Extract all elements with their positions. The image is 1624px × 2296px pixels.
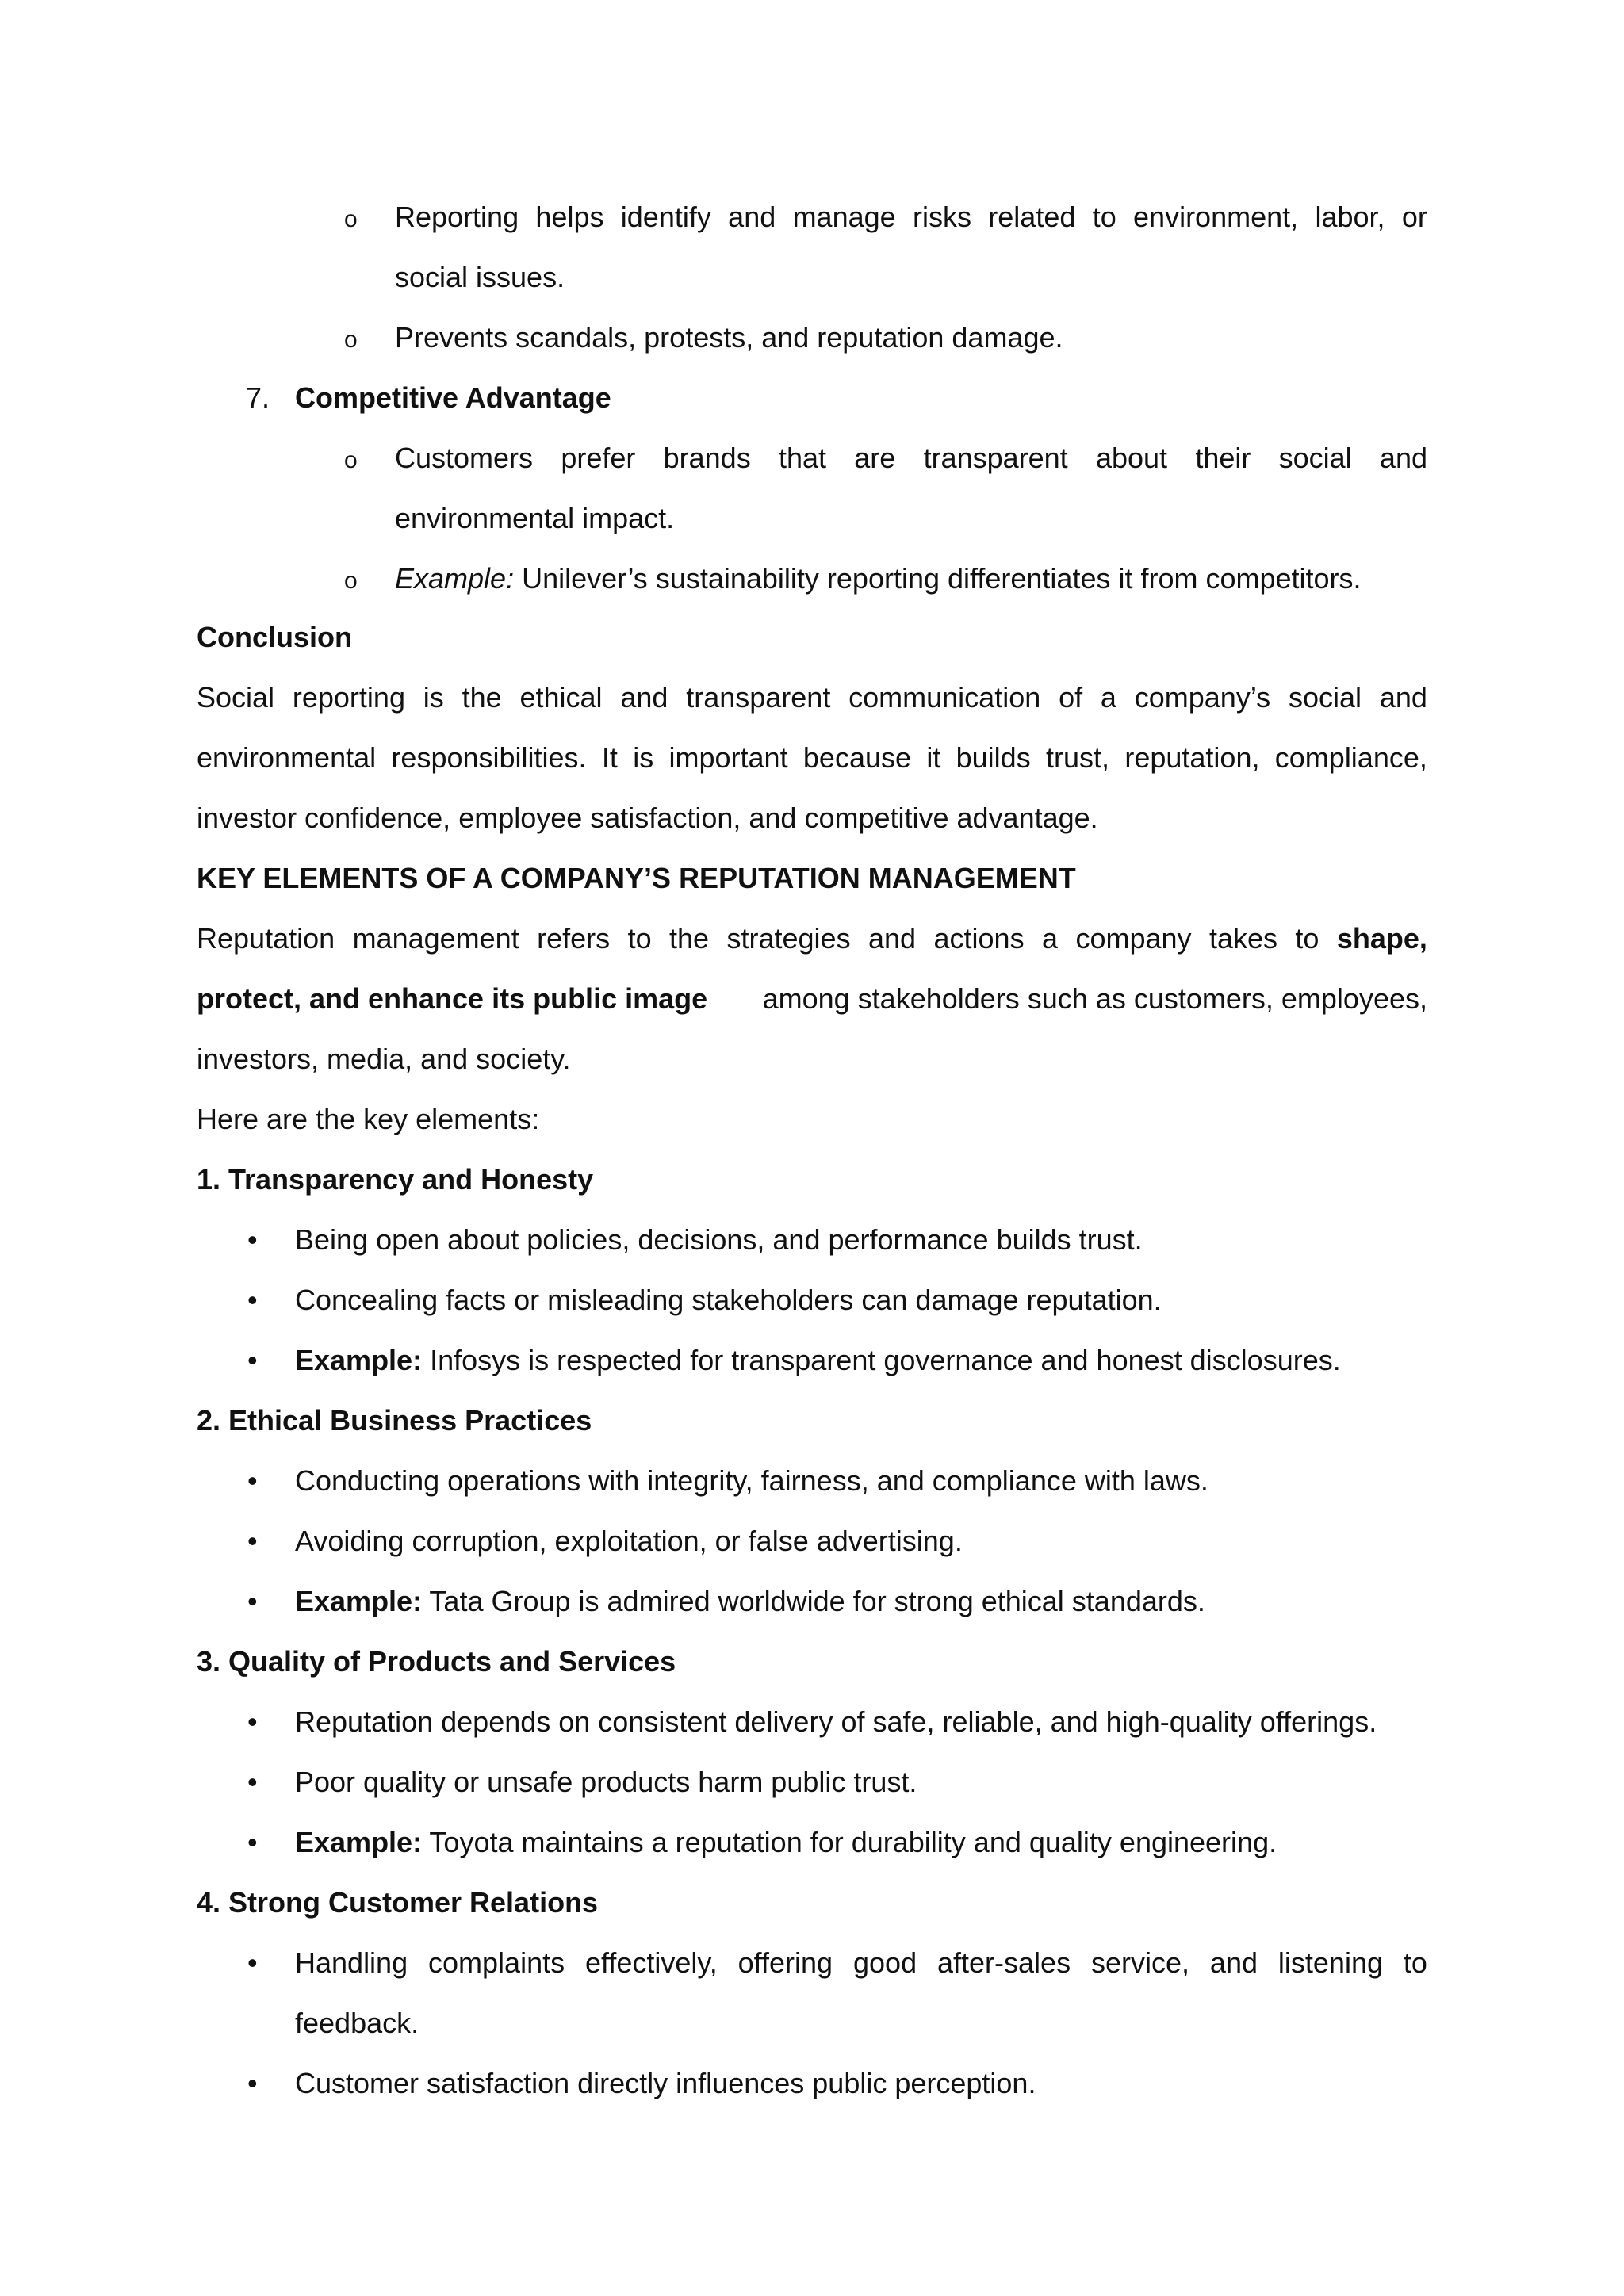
example-text: Unilever’s sustainability reporting differentiates it from competitors. bbox=[514, 562, 1362, 595]
word: brands bbox=[663, 442, 751, 474]
reputation-intro-line-3: investors, media, and society. bbox=[197, 1043, 571, 1075]
word: environment, bbox=[1133, 201, 1299, 233]
word: good bbox=[853, 1946, 917, 1979]
word: company bbox=[1075, 922, 1192, 955]
section-heading: KEY ELEMENTS OF A COMPANY’S REPUTATION MANAGEMENT bbox=[197, 862, 1076, 894]
element-1-heading: 1. Transparency and Honesty bbox=[197, 1163, 594, 1196]
word: and bbox=[868, 922, 917, 955]
word: actions bbox=[933, 922, 1025, 955]
word: trust, bbox=[1046, 741, 1110, 774]
word: or bbox=[1401, 201, 1427, 233]
example-text: Infosys is respected for transparent governance and honest disclosures. bbox=[422, 1344, 1341, 1376]
word: social bbox=[1278, 442, 1352, 474]
word: that bbox=[778, 442, 827, 474]
dot-bullet: • bbox=[247, 1464, 258, 1497]
word: prefer bbox=[561, 442, 636, 474]
word: to bbox=[1295, 922, 1320, 955]
example-label: Example: bbox=[295, 1585, 423, 1617]
word: and bbox=[1209, 1946, 1258, 1979]
risk-bullet-1-line-2: social issues. bbox=[395, 261, 565, 293]
word: responsibilities. bbox=[391, 741, 587, 774]
word: Reporting bbox=[395, 201, 519, 233]
element-3-bullet-1: Reputation depends on consistent delivery of safe, reliable, and high-quality offerings. bbox=[295, 1705, 1377, 1738]
word: and bbox=[1379, 681, 1427, 714]
word-bold: shape, bbox=[1336, 922, 1427, 955]
word: builds bbox=[956, 741, 1031, 774]
word: because bbox=[802, 741, 912, 774]
reputation-lead: Here are the key elements: bbox=[197, 1103, 540, 1135]
element-4-bullet-1-line-2: feedback. bbox=[295, 2007, 419, 2039]
dot-bullet: • bbox=[247, 1705, 258, 1738]
element-3-bullet-2: Poor quality or unsafe products harm public trust. bbox=[295, 1766, 917, 1798]
dot-bullet: • bbox=[247, 1344, 258, 1376]
item-7-bullet-1-line-2: environmental impact. bbox=[395, 502, 675, 534]
word: Customers bbox=[395, 442, 534, 474]
risk-bullet-1-line-1 bbox=[395, 203, 1427, 232]
reputation-intro-line-2 bbox=[197, 982, 1427, 1015]
element-4-bullet-1-line-1 bbox=[295, 1946, 1427, 1979]
element-2-heading: 2. Ethical Business Practices bbox=[197, 1404, 592, 1437]
word: are bbox=[854, 442, 896, 474]
word: takes bbox=[1208, 922, 1277, 955]
dot-bullet: • bbox=[247, 1766, 258, 1798]
circle-bullet: o bbox=[344, 568, 358, 594]
word: listening bbox=[1277, 1946, 1383, 1979]
example-label: Example: bbox=[295, 1344, 423, 1376]
dot-bullet: • bbox=[247, 1946, 258, 1979]
conclusion-heading: Conclusion bbox=[197, 621, 352, 653]
item-7-bullet-2 bbox=[395, 564, 1362, 593]
example-text: Toyota maintains a reputation for durability and quality engineering. bbox=[422, 1826, 1277, 1858]
example-text: Tata Group is admired worldwide for strong ethical standards. bbox=[422, 1585, 1205, 1617]
element-3-example bbox=[295, 1828, 1277, 1857]
word: and bbox=[620, 681, 668, 714]
word: company’s bbox=[1134, 681, 1271, 714]
word: and bbox=[1379, 442, 1427, 474]
item-7-title: Competitive Advantage bbox=[295, 381, 611, 414]
word: the bbox=[462, 681, 502, 714]
word: manage bbox=[792, 201, 896, 233]
word: labor, bbox=[1315, 201, 1385, 233]
item-7-number: 7. bbox=[246, 381, 270, 414]
word: to bbox=[627, 922, 652, 955]
word: about bbox=[1095, 442, 1168, 474]
conclusion-line-1 bbox=[197, 683, 1427, 712]
word: a bbox=[1100, 681, 1116, 714]
word: to bbox=[1403, 1946, 1427, 1979]
circle-bullet: o bbox=[344, 206, 358, 232]
example-label: Example: bbox=[295, 1826, 423, 1858]
circle-bullet: o bbox=[344, 327, 358, 353]
word: helps bbox=[535, 201, 604, 233]
word: social bbox=[1288, 681, 1362, 714]
item-7-bullet-1-line-1 bbox=[395, 444, 1427, 473]
element-2-bullet-2: Avoiding corruption, exploitation, or false advertising. bbox=[295, 1525, 963, 1557]
word: to bbox=[1092, 201, 1116, 233]
word: it bbox=[926, 741, 941, 774]
word: refers bbox=[537, 922, 611, 955]
word: transparent bbox=[686, 681, 831, 714]
element-2-bullet-1: Conducting operations with integrity, fairness, and compliance with laws. bbox=[295, 1464, 1208, 1497]
word: related bbox=[988, 201, 1076, 233]
word: the bbox=[669, 922, 710, 955]
element-4-heading: 4. Strong Customer Relations bbox=[197, 1886, 599, 1919]
element-3-heading: 3. Quality of Products and Services bbox=[197, 1645, 676, 1678]
word: Social bbox=[197, 681, 275, 714]
reputation-intro-line-1 bbox=[197, 924, 1427, 953]
element-1-bullet-2: Concealing facts or misleading stakeholders can damage reputation. bbox=[295, 1284, 1162, 1316]
dot-bullet: • bbox=[247, 1585, 258, 1617]
word: risks bbox=[912, 201, 971, 233]
conclusion-line-2 bbox=[197, 741, 1427, 774]
word: It bbox=[601, 741, 618, 774]
reputation-intro-bold: protect, and enhance its public image bbox=[197, 982, 708, 1015]
word: identify bbox=[620, 201, 711, 233]
word: ethical bbox=[519, 681, 603, 714]
word: important bbox=[668, 741, 788, 774]
word: their bbox=[1195, 442, 1251, 474]
dot-bullet: • bbox=[247, 1284, 258, 1316]
word: after-sales bbox=[937, 1946, 1071, 1979]
element-4-bullet-2: Customer satisfaction directly influences public perception. bbox=[295, 2067, 1036, 2099]
word: effectively, bbox=[585, 1946, 718, 1979]
word: Reputation bbox=[197, 922, 335, 955]
word: management bbox=[352, 922, 519, 955]
dot-bullet: • bbox=[247, 2067, 258, 2099]
element-2-example bbox=[295, 1587, 1205, 1616]
word: strategies bbox=[726, 922, 851, 955]
dot-bullet: • bbox=[247, 1525, 258, 1557]
word: communication bbox=[848, 681, 1041, 714]
conclusion-line-3: investor confidence, employee satisfaction, and competitive advantage. bbox=[197, 802, 1098, 834]
word: environmental bbox=[197, 741, 377, 774]
word: reporting bbox=[292, 681, 405, 714]
element-1-example bbox=[295, 1346, 1341, 1375]
element-1-bullet-1: Being open about policies, decisions, and performance builds trust. bbox=[295, 1223, 1143, 1256]
word: is bbox=[423, 681, 444, 714]
word: compliance, bbox=[1274, 741, 1427, 774]
risk-bullet-2: Prevents scandals, protests, and reputation damage. bbox=[395, 321, 1063, 354]
word: Handling bbox=[295, 1946, 408, 1979]
word: is bbox=[633, 741, 654, 774]
word: service, bbox=[1090, 1946, 1190, 1979]
word: complaints bbox=[428, 1946, 565, 1979]
word: a bbox=[1042, 922, 1059, 955]
word: of bbox=[1059, 681, 1083, 714]
word: reputation, bbox=[1124, 741, 1260, 774]
word: transparent bbox=[923, 442, 1068, 474]
reputation-intro-rest: among stakeholders such as customers, employees, bbox=[762, 982, 1427, 1015]
example-label: Example: bbox=[395, 562, 515, 595]
word: offering bbox=[737, 1946, 833, 1979]
dot-bullet: • bbox=[247, 1223, 258, 1256]
word: and bbox=[728, 201, 776, 233]
dot-bullet: • bbox=[247, 1826, 258, 1858]
circle-bullet: o bbox=[344, 447, 358, 473]
